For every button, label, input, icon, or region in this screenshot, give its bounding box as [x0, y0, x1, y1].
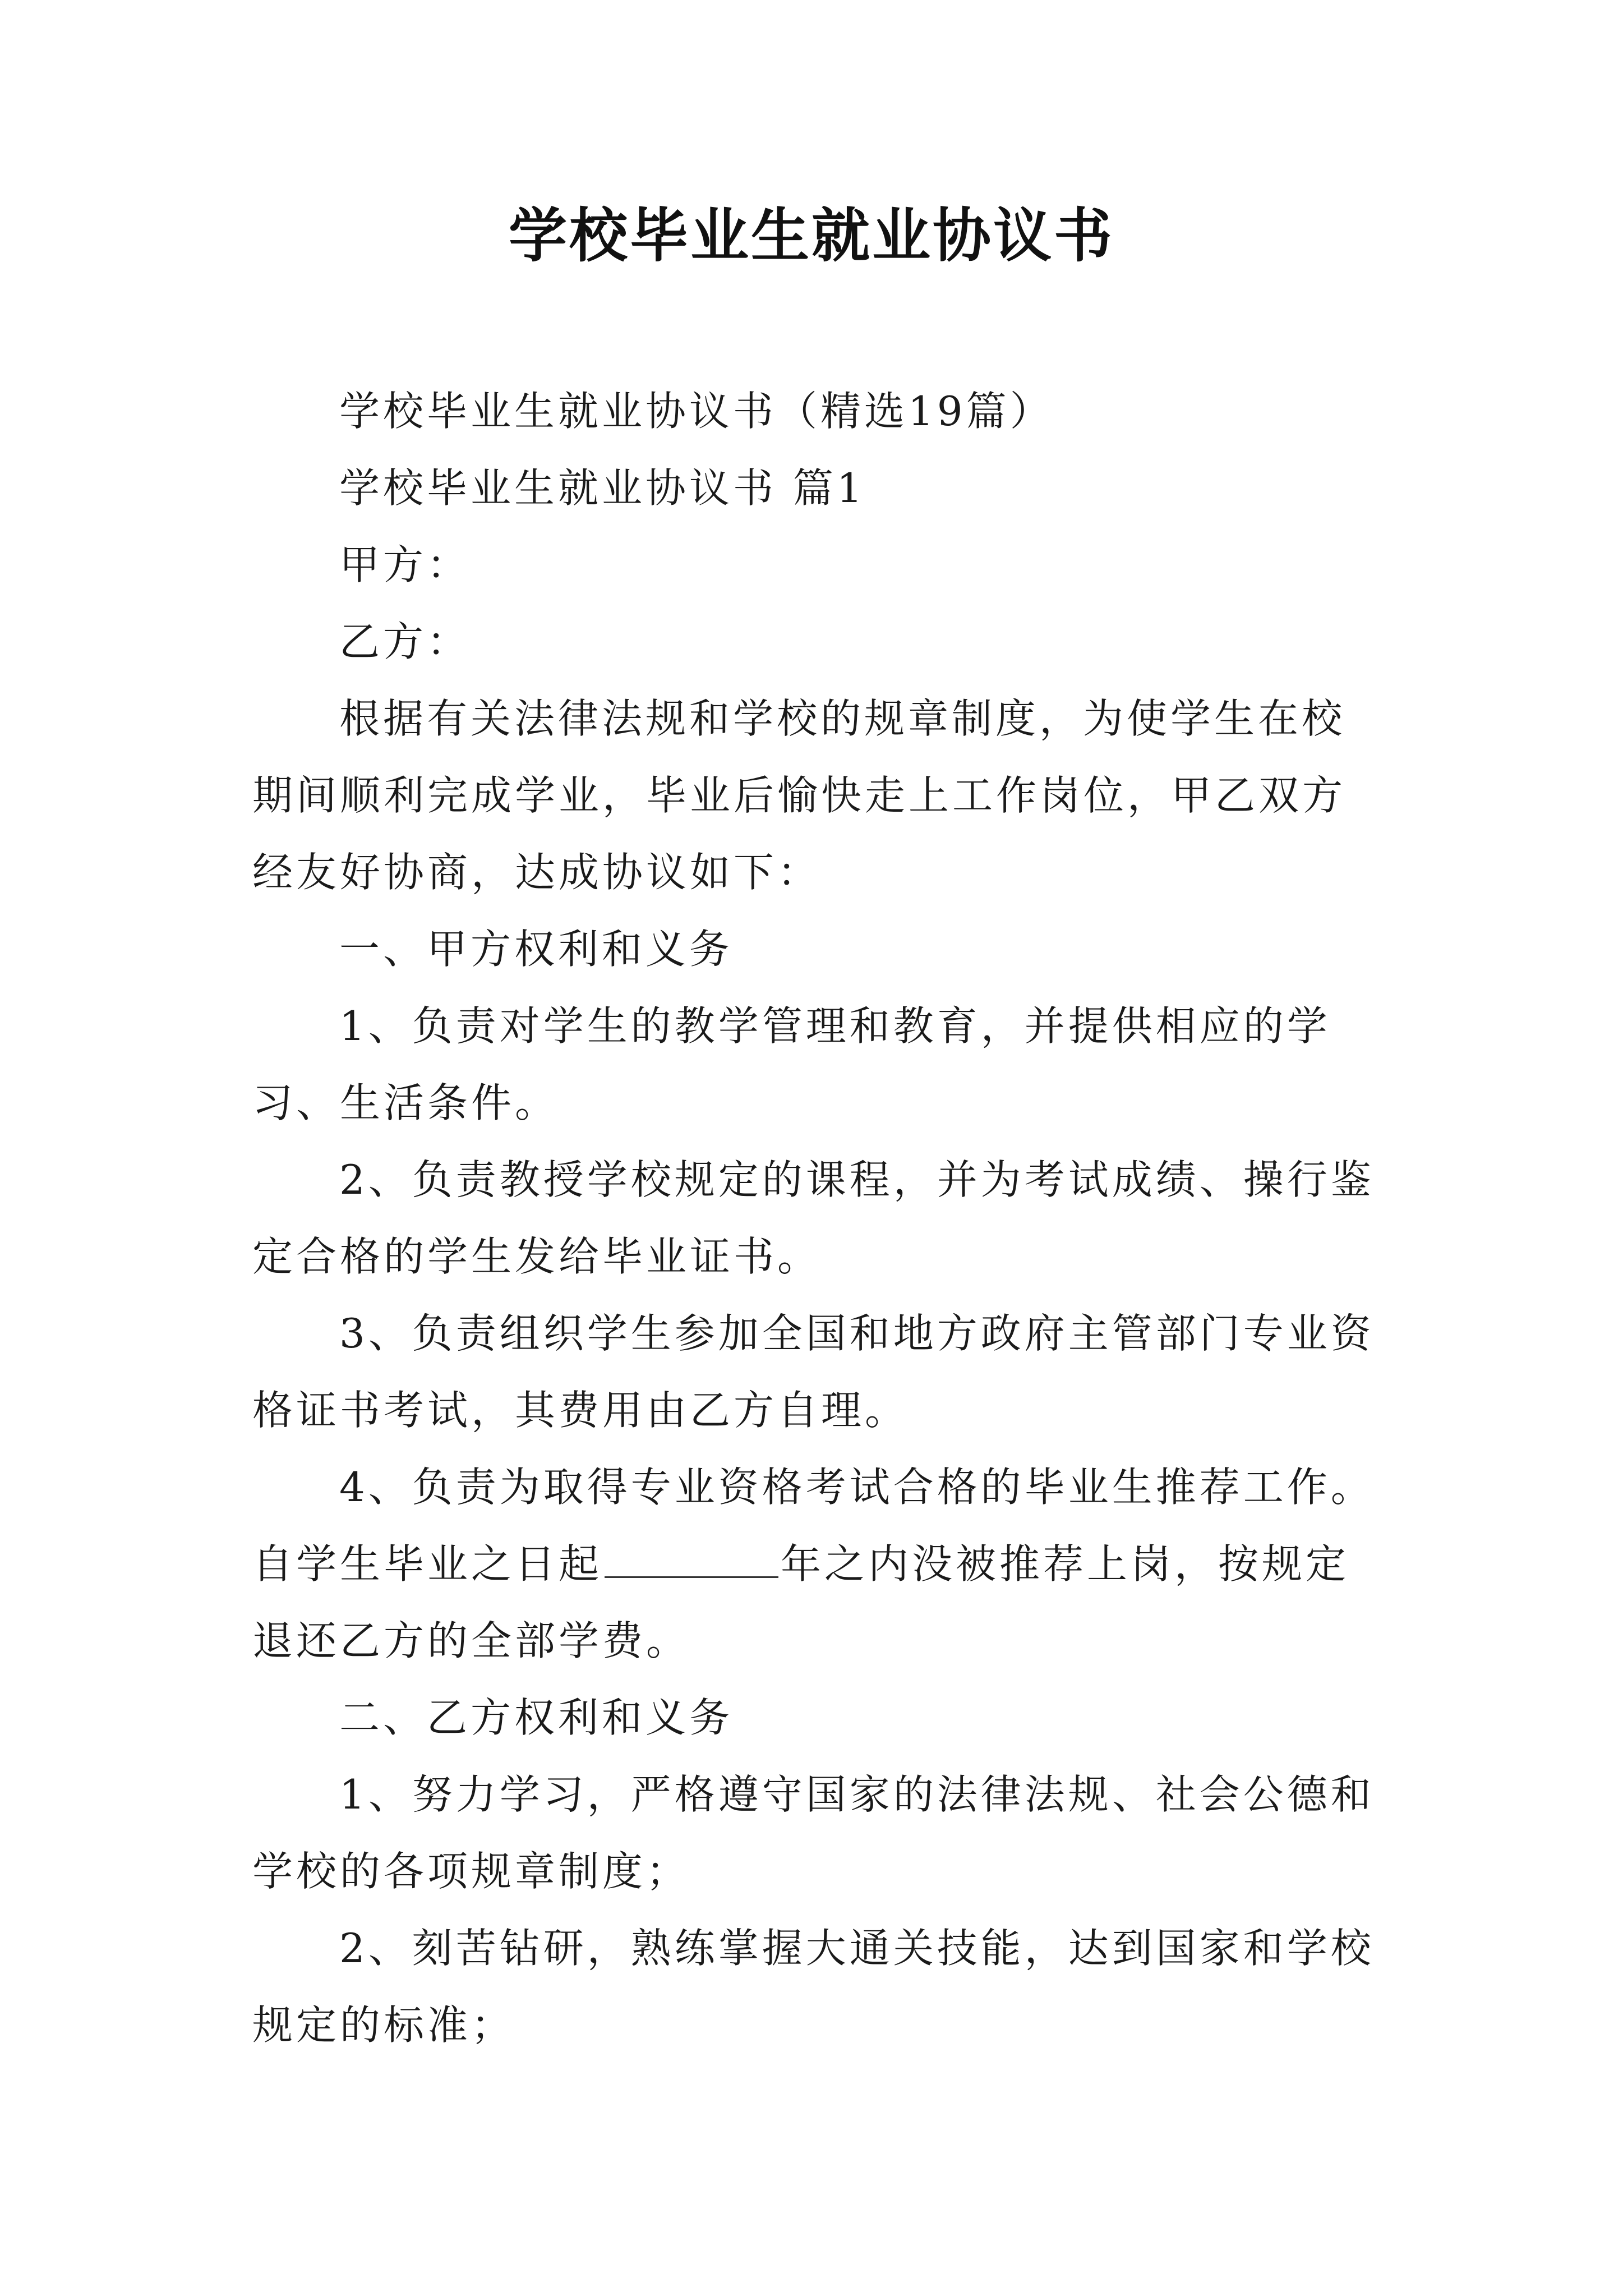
paragraph-clause-b1: 1、努力学习，严格遵守国家的法律法规、社会公德和学校的各项规章制度； — [252, 1771, 1375, 1895]
fill-in-blank-years — [605, 1543, 778, 1578]
paragraph-preamble: 根据有关法律法规和学校的规章制度，为使学生在校期间顺利完成学业，毕业后愉快走上工作岗位，甲乙双方经友好协商，达成协议如下： — [252, 695, 1347, 896]
paragraph-party-a: 甲方： — [339, 541, 471, 588]
document-body — [252, 373, 1385, 2064]
paragraph-clause-a3: 3、负责组织学生参加全国和地方政府主管部门专业资格证书考试，其费用由乙方自理。 — [252, 1310, 1375, 1434]
paragraph-heading-party-a-rights: 一、甲方权利和义务 — [339, 926, 734, 973]
paragraph-clause-a4 — [252, 1449, 1385, 1680]
paragraph-clause-a2: 2、负责教授学校规定的课程，并为考试成绩、操行鉴定合格的学生发给毕业证书。 — [252, 1156, 1375, 1280]
paragraph-clause-a1: 1、负责对学生的教学管理和教育，并提供相应的学习、生活条件。 — [252, 1002, 1331, 1126]
document-title: 学校毕业生就业协议书 — [508, 201, 1114, 270]
clause-a4-text-after-blank: 年之内没被推荐上岗，按规定退还乙方的全部学费。 — [252, 1540, 1350, 1664]
clause-a4-text-before-blank: 4、负责为取得专业资格考试合格的毕业生推荐工作。自学生毕业之日起 — [252, 1464, 1375, 1588]
paragraph-heading-party-b-rights: 二、乙方权利和义务 — [339, 1694, 734, 1741]
paragraph-party-b: 乙方： — [339, 618, 471, 665]
paragraph-clause-b2: 2、刻苦钻研，熟练掌握大通关技能，达到国家和学校规定的标准； — [252, 1925, 1375, 2049]
paragraph-subtitle: 学校毕业生就业协议书（精选19篇） — [339, 388, 1054, 435]
paragraph-section-heading: 学校毕业生就业协议书 篇1 — [339, 464, 866, 512]
